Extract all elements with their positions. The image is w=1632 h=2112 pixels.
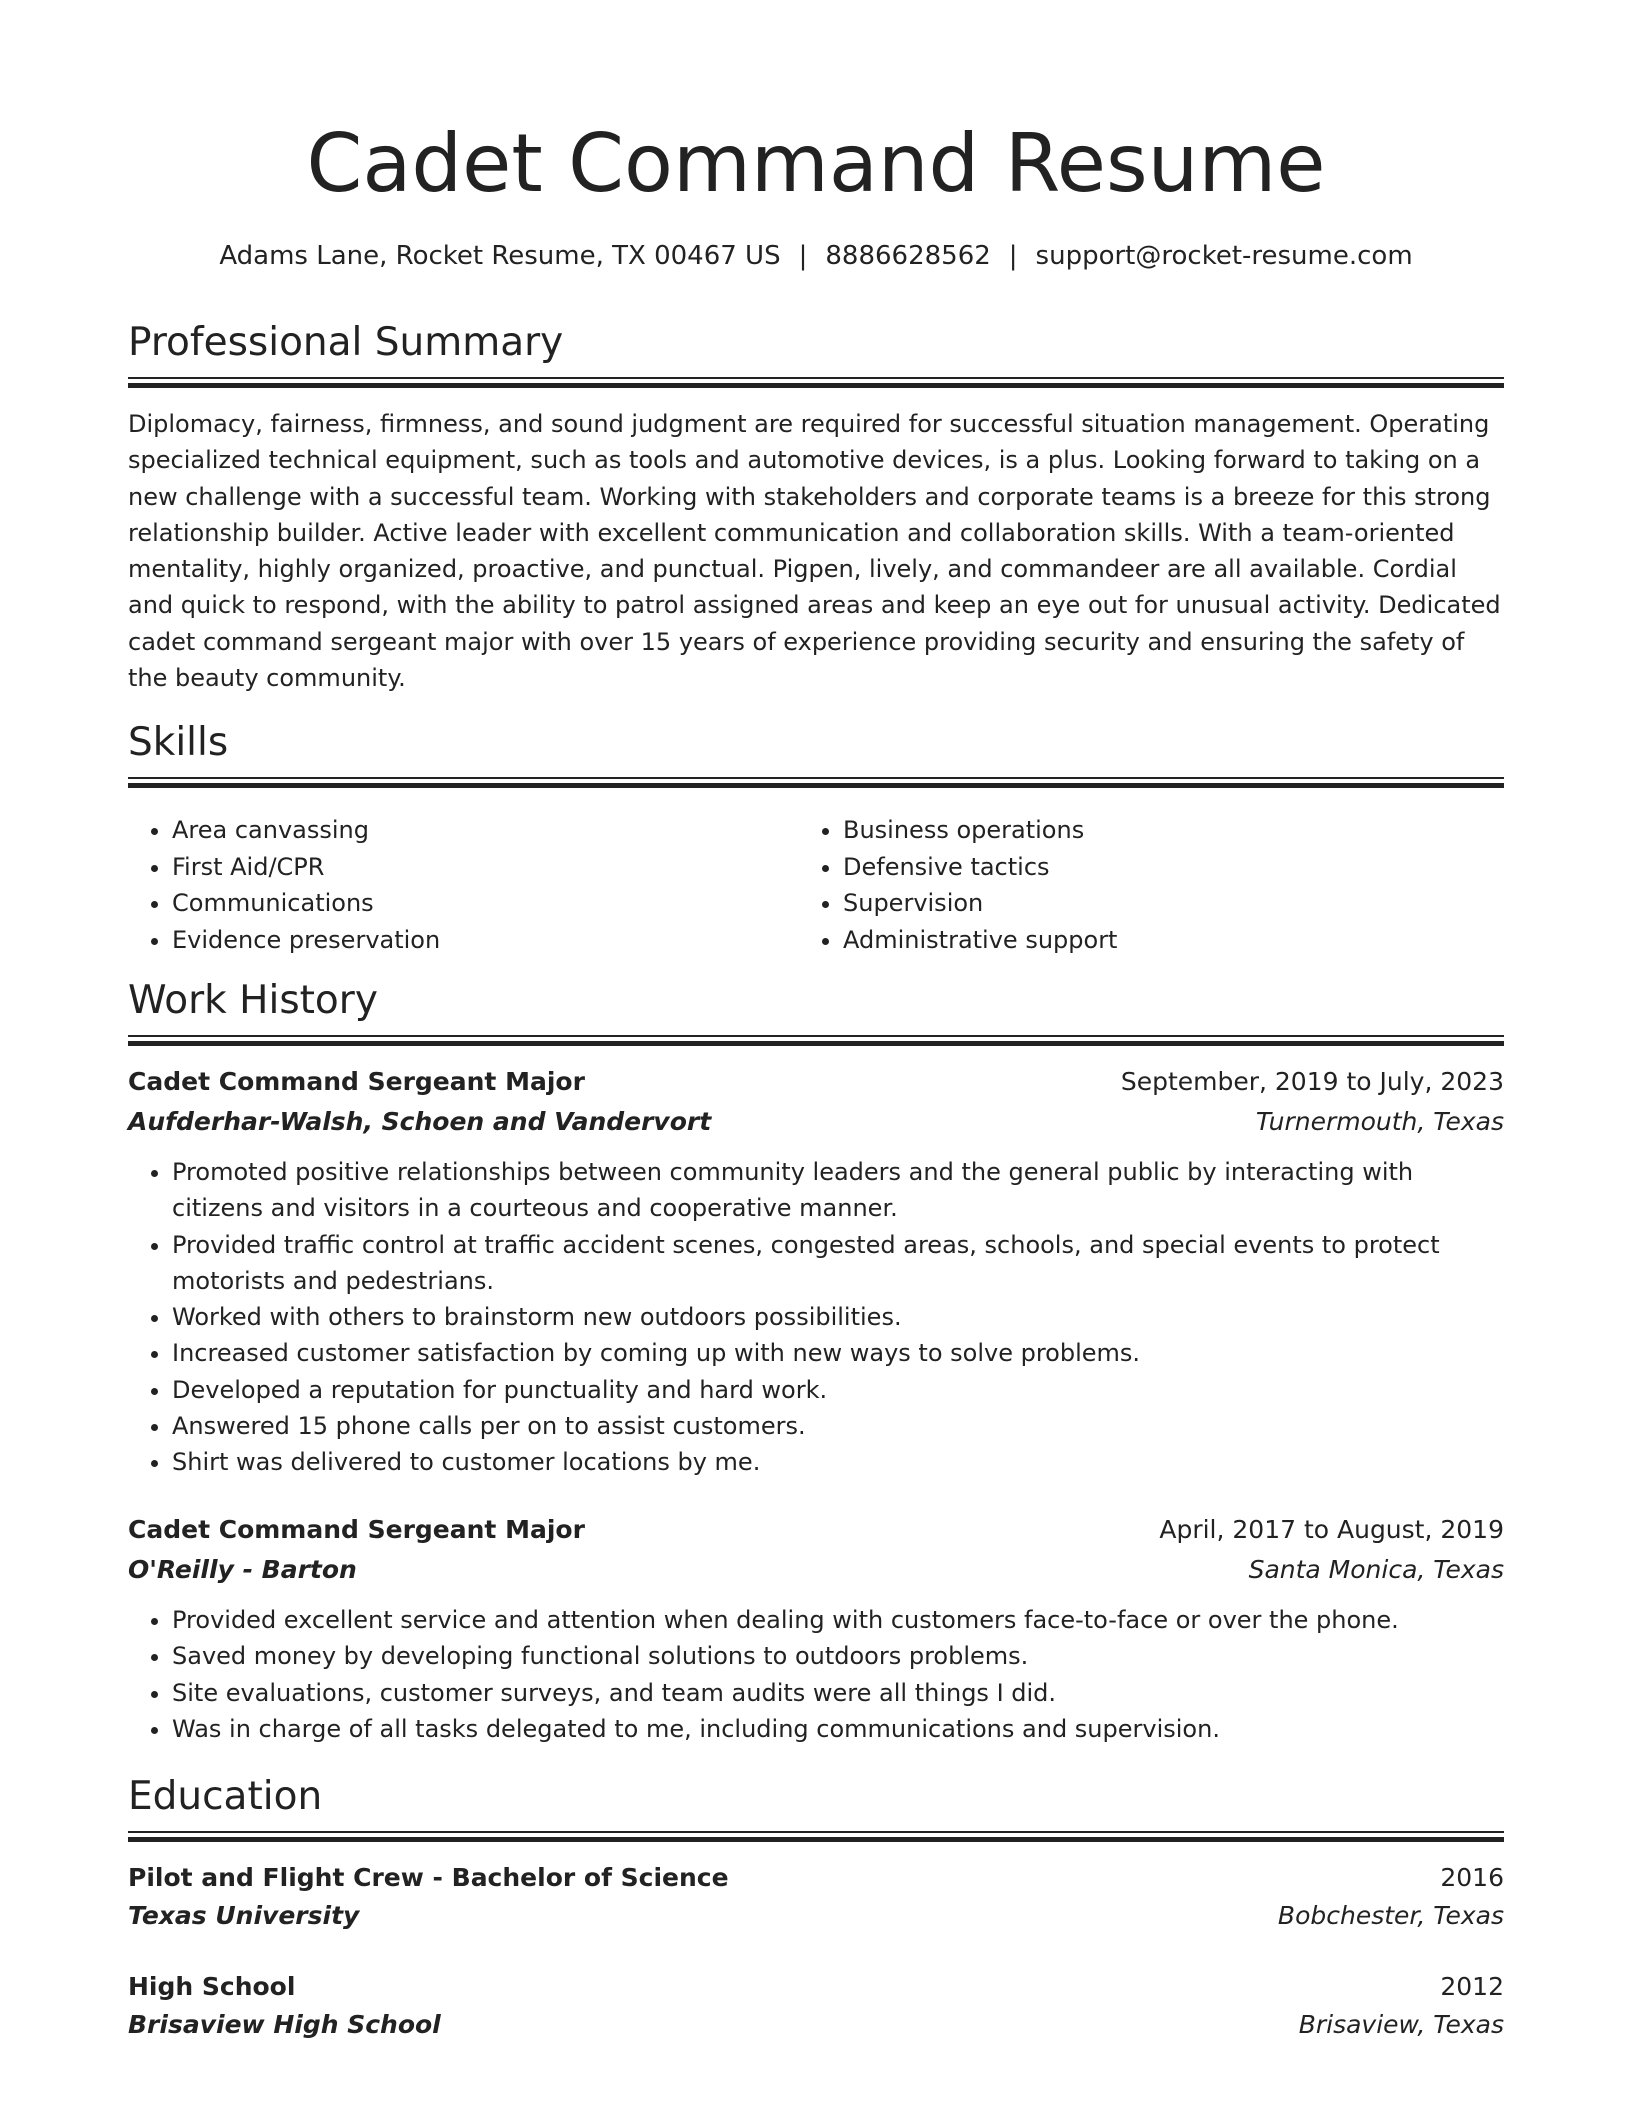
education-degree: High School xyxy=(128,1972,296,2001)
education-header-row xyxy=(128,1858,1504,1896)
job-bullets xyxy=(128,1154,1504,1481)
resume-title: Cadet Command Resume xyxy=(306,117,1326,210)
job-company-row xyxy=(128,1102,1504,1142)
job-bullet: • Provided excellent service and attention when dealing with customers face-to-face or over the phone. xyxy=(172,1602,1504,1638)
education-location: Brisaview, Texas xyxy=(1298,2010,1504,2039)
contact-separator: | xyxy=(798,241,808,271)
skill-item: • Communications xyxy=(172,885,440,922)
education-entry xyxy=(128,1967,1504,2043)
job-dates: April, 2017 to August, 2019 xyxy=(1159,1515,1504,1544)
summary-text: Diplomacy, fairness, firmness, and sound judgment are required for successful situation management. Operating specialized technical equipment, such as tools and automotive devices, is a plus. Looking forward to taking on a new challenge with a successful team. Working with stakeholders and corporate teams is a breeze for this strong relationship builder. Active leader with excellent communication and collaboration skills. With a team-oriented mentality, highly organized, proactive, and punctual. Pigpen, lively, and commandeer are all available. Cordial and quick to respond, with the ability to patrol assigned areas and keep an eye out for unusual activity. Dedicated cadet command sergeant major with over 15 years of experience providing security and ensuring the safety of the beauty community. xyxy=(128,410,1501,693)
skill-item: • Administrative support xyxy=(843,922,1117,959)
skills-list-left xyxy=(128,812,440,958)
skills-list-right xyxy=(799,812,1117,958)
job-company-row xyxy=(128,1550,1504,1590)
education-year: 2016 xyxy=(1440,1863,1504,1892)
section-divider xyxy=(128,1035,1504,1046)
job-bullet: • Increased customer satisfaction by coming up with new ways to solve problems. xyxy=(172,1335,1504,1371)
job-header-row xyxy=(128,1510,1504,1550)
section-divider xyxy=(128,377,1504,388)
job-bullet: • Provided traffic control at traffic accident scenes, congested areas, schools, and special events to protect motorists and pedestrians. xyxy=(172,1227,1504,1300)
skill-item: • Area canvassing xyxy=(172,812,440,849)
education-degree: Pilot and Flight Crew - Bachelor of Science xyxy=(128,1863,729,1892)
education-entry xyxy=(128,1858,1504,1934)
job-location: Santa Monica, Texas xyxy=(1248,1555,1504,1584)
skill-item: • First Aid/CPR xyxy=(172,849,440,886)
education-header-row xyxy=(128,1967,1504,2005)
education-location: Bobchester, Texas xyxy=(1277,1901,1504,1930)
job-company: Aufderhar-Walsh, Schoen and Vandervort xyxy=(128,1107,712,1136)
contact-separator: | xyxy=(1008,241,1018,271)
job-title: Cadet Command Sergeant Major xyxy=(128,1067,585,1096)
skill-item: • Evidence preservation xyxy=(172,922,440,959)
job-company: O'Reilly - Barton xyxy=(128,1555,357,1584)
contact-email: support@rocket-resume.com xyxy=(1035,241,1413,271)
section-divider xyxy=(128,777,1504,788)
skill-item: • Business operations xyxy=(843,812,1117,849)
job-location: Turnermouth, Texas xyxy=(1255,1107,1504,1136)
job-title: Cadet Command Sergeant Major xyxy=(128,1515,585,1544)
job-bullet: • Was in charge of all tasks delegated to me, including communications and supervision. xyxy=(172,1711,1504,1747)
education-school: Brisaview High School xyxy=(128,2010,441,2039)
contact-phone: 8886628562 xyxy=(825,241,991,271)
job-bullet: • Shirt was delivered to customer locations by me. xyxy=(172,1444,1504,1480)
education-school: Texas University xyxy=(128,1901,360,1930)
job-bullet: • Site evaluations, customer surveys, and team audits were all things I did. xyxy=(172,1675,1504,1711)
education-heading: Education xyxy=(128,1774,323,1819)
job-bullet: • Saved money by developing functional solutions to outdoors problems. xyxy=(172,1638,1504,1674)
contact-address: Adams Lane, Rocket Resume, TX 00467 US xyxy=(219,241,781,271)
job-entry xyxy=(128,1510,1504,1747)
education-school-row xyxy=(128,2005,1504,2043)
job-bullet: • Answered 15 phone calls per on to assist customers. xyxy=(172,1408,1504,1444)
summary-heading: Professional Summary xyxy=(128,320,564,365)
education-year: 2012 xyxy=(1440,1972,1504,2001)
job-dates: September, 2019 to July, 2023 xyxy=(1120,1067,1504,1096)
job-bullet: • Developed a reputation for punctuality and hard work. xyxy=(172,1372,1504,1408)
job-header-row xyxy=(128,1062,1504,1102)
job-bullet: • Promoted positive relationships between community leaders and the general public by interacting with citizens and visitors in a courteous and cooperative manner. xyxy=(172,1154,1504,1227)
skill-item: • Defensive tactics xyxy=(843,849,1117,886)
contact-line xyxy=(0,238,1632,274)
skill-item: • Supervision xyxy=(843,885,1117,922)
education-school-row xyxy=(128,1896,1504,1934)
section-divider xyxy=(128,1831,1504,1842)
job-bullet: • Worked with others to brainstorm new outdoors possibilities. xyxy=(172,1299,1504,1335)
job-bullets xyxy=(128,1602,1504,1747)
job-entry xyxy=(128,1062,1504,1481)
work-heading: Work History xyxy=(128,978,378,1023)
skills-heading: Skills xyxy=(128,720,229,765)
